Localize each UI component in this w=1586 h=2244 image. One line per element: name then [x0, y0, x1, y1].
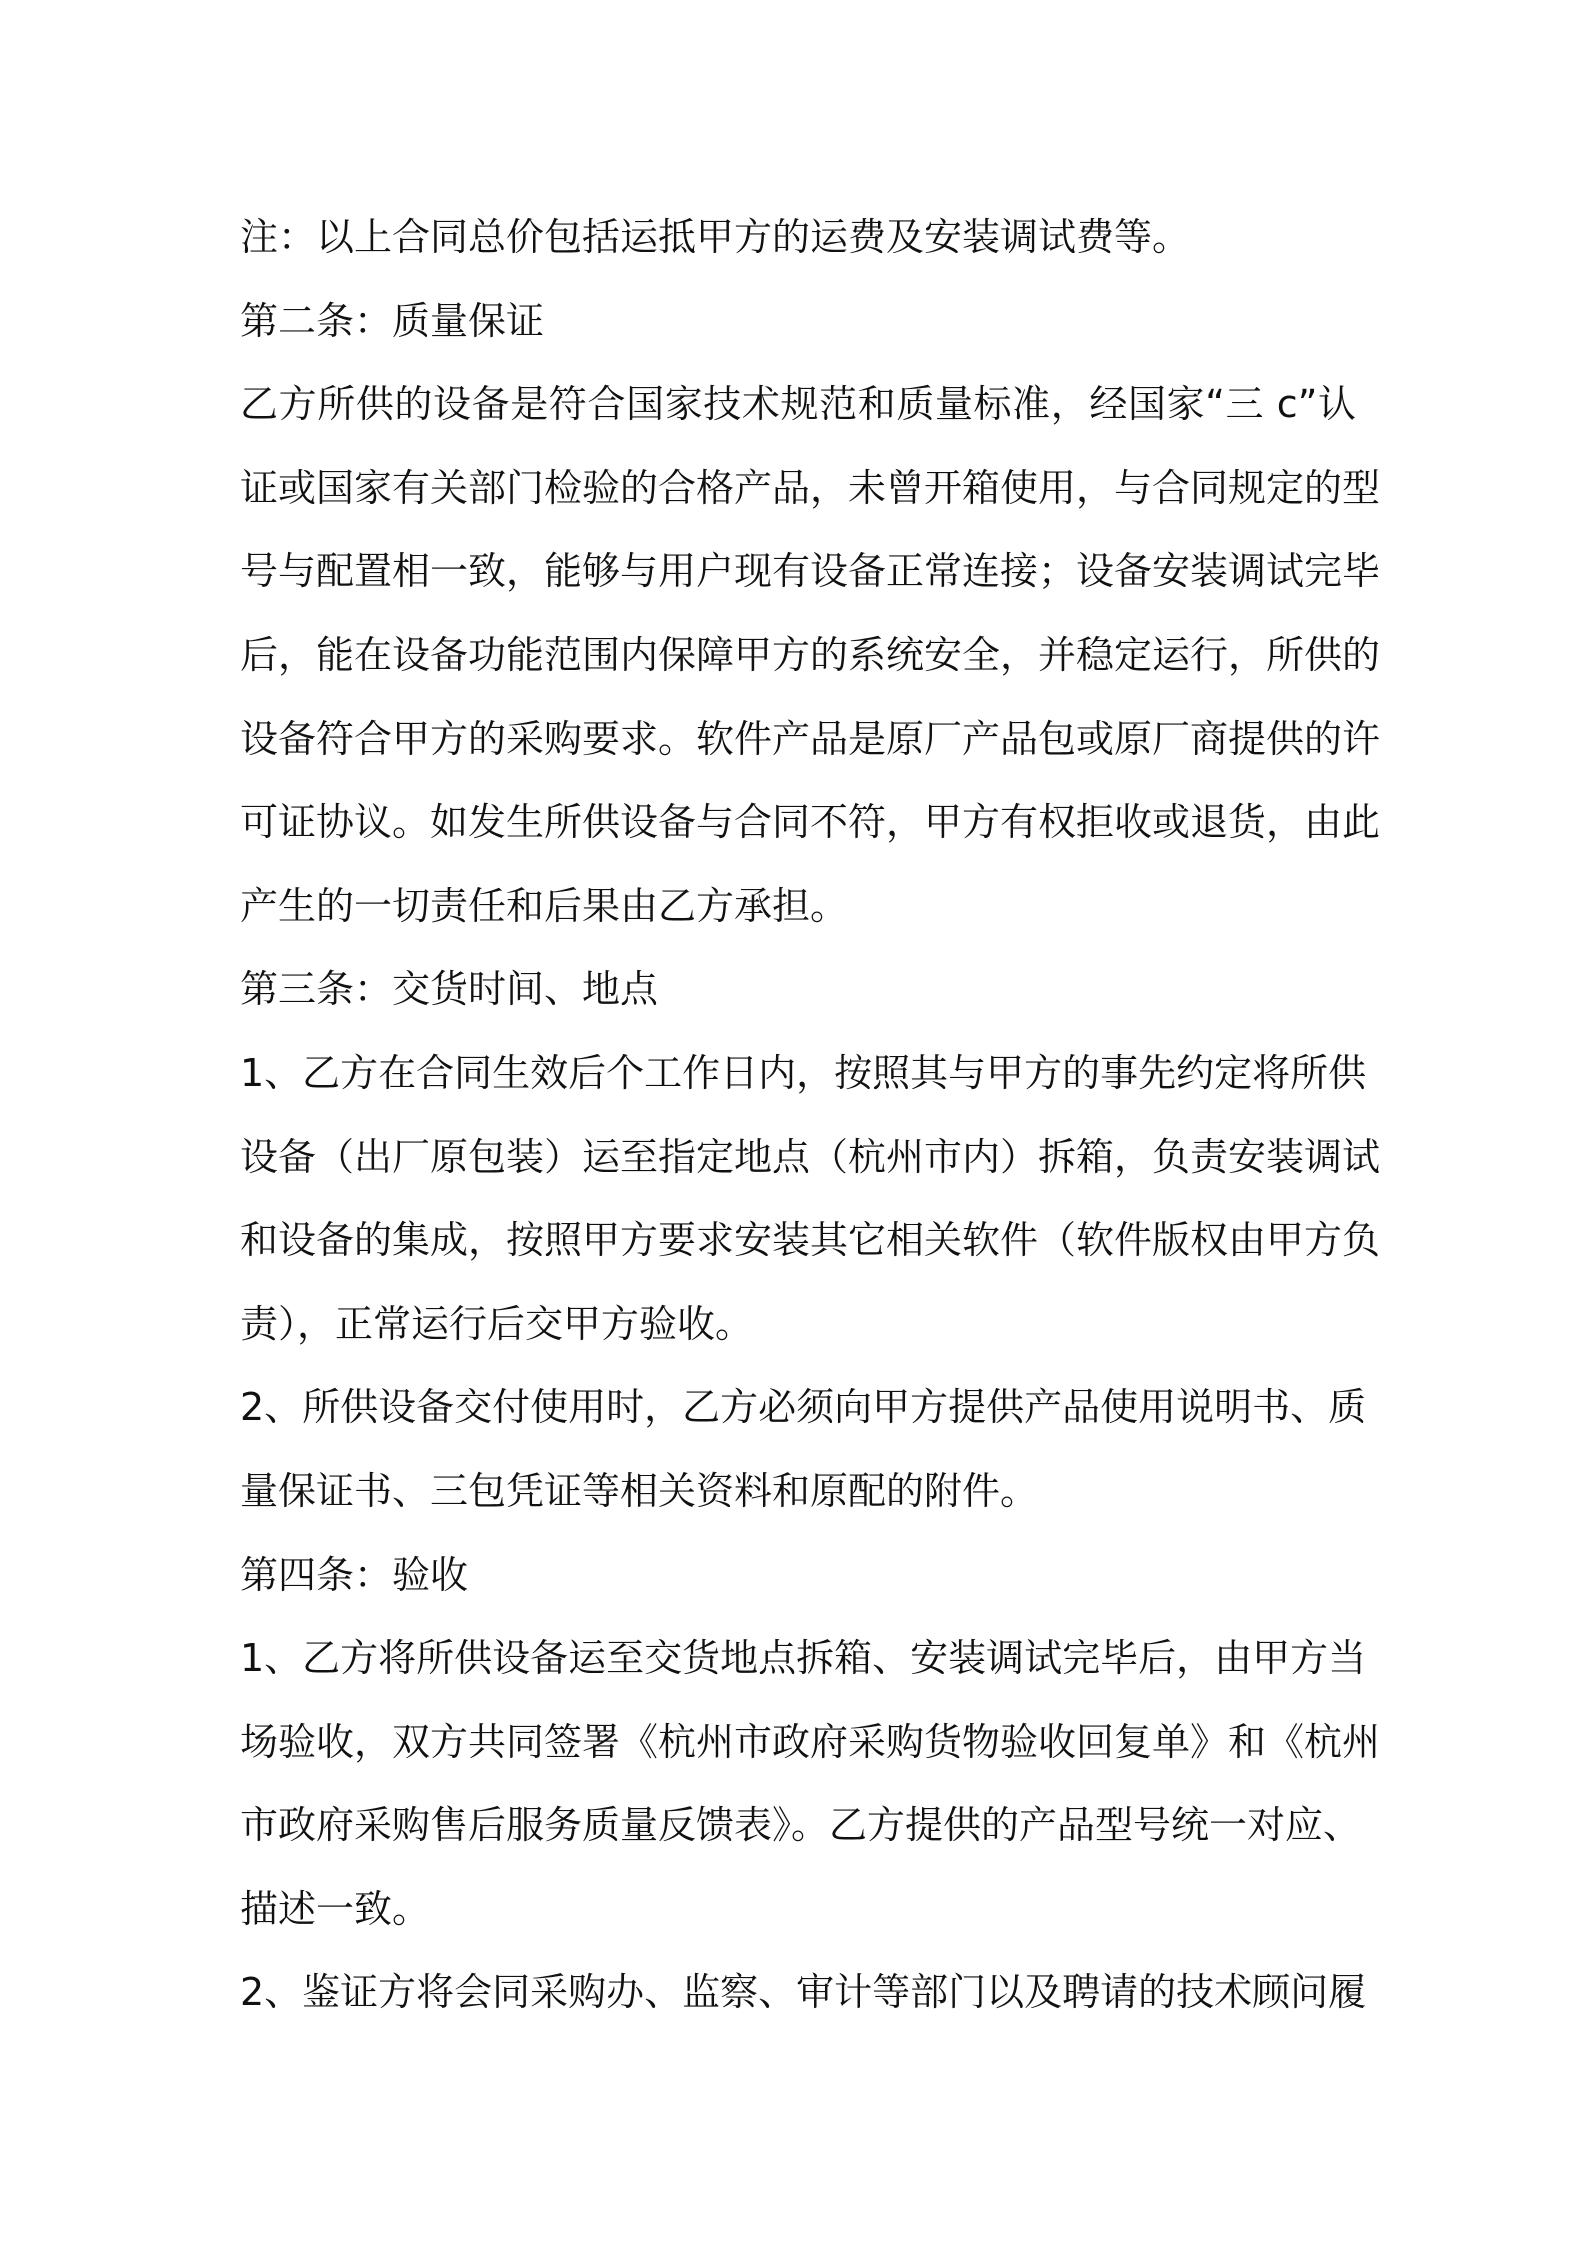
paragraph-line: 号与配置相一致，能够与用户现有设备正常连接；设备安装调试完毕	[240, 549, 1381, 594]
paragraph-line: 描述一致。	[240, 1886, 431, 1931]
paragraph-line: 证或国家有关部门检验的合格产品，未曾开箱使用，与合同规定的型	[240, 465, 1381, 510]
paragraph-line: 2、所供设备交付使用时，乙方必须向甲方提供产品使用说明书、质	[240, 1385, 1367, 1430]
paragraph-line: 设备符合甲方的采购要求。软件产品是原厂产品包或原厂商提供的许	[240, 716, 1381, 761]
section-heading-acceptance: 第四条：验收	[240, 1552, 469, 1597]
paragraph-line: 2、鉴证方将会同采购办、监察、审计等部门以及聘请的技术顾问履	[240, 1970, 1367, 2015]
paragraph-line: 后，能在设备功能范围内保障甲方的系统安全，并稳定运行，所供的	[240, 632, 1381, 677]
paragraph-line: 责），正常运行后交甲方验收。	[240, 1301, 754, 1346]
paragraph-line: 1、乙方在合同生效后个工作日内，按照其与甲方的事先约定将所供	[240, 1050, 1367, 1095]
paragraph-line: 产生的一切责任和后果由乙方承担。	[240, 883, 849, 928]
section-heading-quality: 第二条：质量保证	[240, 298, 545, 343]
document-body	[240, 196, 1381, 2035]
paragraph-line: 和设备的集成，按照甲方要求安装其它相关软件（软件版权由甲方负	[240, 1218, 1381, 1263]
paragraph-line: 设备（出厂原包装）运至指定地点（杭州市内）拆箱，负责安装调试	[240, 1134, 1381, 1179]
paragraph-line: 量保证书、三包凭证等相关资料和原配的附件。	[240, 1468, 1039, 1513]
section-heading-delivery: 第三条：交货时间、地点	[240, 967, 659, 1012]
paragraph-line: 1、乙方将所供设备运至交货地点拆箱、安装调试完毕后，由甲方当	[240, 1636, 1367, 1681]
paragraph-line: 可证协议。如发生所供设备与合同不符，甲方有权拒收或退货，由此	[240, 800, 1381, 845]
paragraph-line: 场验收，双方共同签署《杭州市政府采购货物验收回复单》和《杭州	[240, 1719, 1381, 1764]
paragraph-line: 市政府采购售后服务质量反馈表》。乙方提供的产品型号统一对应、	[240, 1803, 1362, 1848]
note-line: 注：以上合同总价包括运抵甲方的运费及安装调试费等。	[240, 215, 1191, 259]
paragraph-line: 乙方所供的设备是符合国家技术规范和质量标准，经国家“三 c”认	[240, 382, 1356, 427]
